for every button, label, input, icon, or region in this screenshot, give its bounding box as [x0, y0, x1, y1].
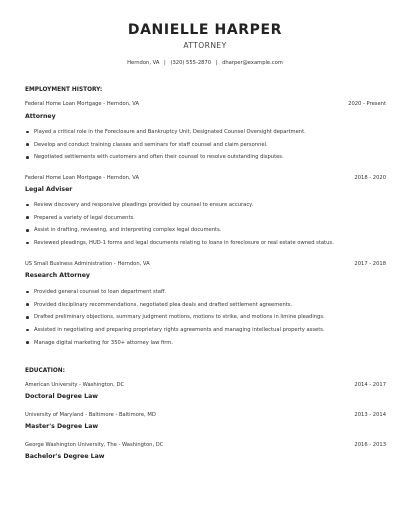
- job-bullet: Negotiated settlements with customers and often their counsel to resolve outstanding disputes.: [25, 153, 386, 166]
- job-bullets: [25, 128, 386, 166]
- candidate-name: DANIELLE HARPER: [127, 22, 283, 38]
- education-school: University of Maryland - Baltimore - Baltimore, MD: [25, 412, 156, 418]
- candidate-title: ATTORNEY: [183, 41, 227, 50]
- contact-email[interactable]: dharper@example.com: [222, 60, 283, 66]
- job-bullets: [25, 201, 386, 252]
- job-employer: US Small Business Administration - Herndon, VA: [25, 261, 150, 267]
- job-bullet: Provided general counsel to loan department staff.: [25, 288, 386, 301]
- job-bullet: Provided disciplinary recommendations, negotiated plea deals and drafted settlement agreements.: [25, 301, 386, 314]
- education-dates: 2013 - 2014: [354, 412, 386, 418]
- contact-line: [0, 60, 410, 66]
- education-dates: 2016 - 2013: [354, 442, 386, 448]
- job-dates: 2020 - Present: [348, 101, 386, 107]
- education-degree: Bachelor's Degree Law: [25, 453, 105, 460]
- education-dates: 2014 - 2017: [354, 382, 386, 388]
- education-degree: Doctoral Degree Law: [25, 393, 98, 400]
- job-bullet: Develop and conduct training classes and seminars for staff counsel and claim personnel.: [25, 141, 386, 154]
- education-school: American University - Washington, DC: [25, 382, 125, 388]
- education-header: [25, 442, 386, 448]
- contact-separator: |: [164, 60, 166, 66]
- education-header: [25, 412, 386, 418]
- job-bullet: Reviewed pleadings, HUD-1 forms and legal documents relating to loans in foreclosure or real estate owned status.: [25, 239, 386, 252]
- job-employer: Federal Home Loan Mortgage - Herndon, VA: [25, 175, 140, 181]
- contact-phone: (320) 555-2870: [170, 60, 212, 66]
- job-employer: Federal Home Loan Mortgage - Herndon, VA: [25, 101, 140, 107]
- job-bullet: Drafted preliminary objections, summary judgment motions, motions to strike, and motions in limine pleadings.: [25, 313, 386, 326]
- job-bullet: Review discovery and responsive pleadings provided by counsel to ensure accuracy.: [25, 201, 386, 214]
- job-role: Attorney: [25, 113, 56, 120]
- job-role: Legal Adviser: [25, 186, 73, 193]
- job-header: [25, 101, 386, 107]
- job-header: [25, 261, 386, 267]
- job-dates: 2018 - 2020: [354, 175, 386, 181]
- job-bullet: Played a critical role in the Foreclosure and Bankruptcy Unit, Designated Counsel Oversight department.: [25, 128, 386, 141]
- employment-heading: EMPLOYMENT HISTORY:: [25, 87, 103, 93]
- job-dates: 2017 - 2018: [354, 261, 386, 267]
- education-degree: Master's Degree Law: [25, 423, 99, 430]
- job-bullets: [25, 288, 386, 351]
- job-role: Research Attorney: [25, 272, 90, 279]
- job-bullet: Assist in drafting, reviewing, and interpreting complex legal documents.: [25, 226, 386, 239]
- education-header: [25, 382, 386, 388]
- contact-location: Herndon, VA: [127, 60, 160, 66]
- education-school: George Washington University, The - Washington, DC: [25, 442, 164, 448]
- job-header: [25, 175, 386, 181]
- job-bullet: Manage digital marketing for 350+ attorney law firm.: [25, 339, 386, 352]
- job-bullet: Prepared a variety of legal documents.: [25, 214, 386, 227]
- job-bullet: Assisted in negotiating and preparing proprietary rights agreements and managing intellectual property assets.: [25, 326, 386, 339]
- education-heading: EDUCATION:: [25, 368, 65, 374]
- contact-separator: |: [215, 60, 218, 66]
